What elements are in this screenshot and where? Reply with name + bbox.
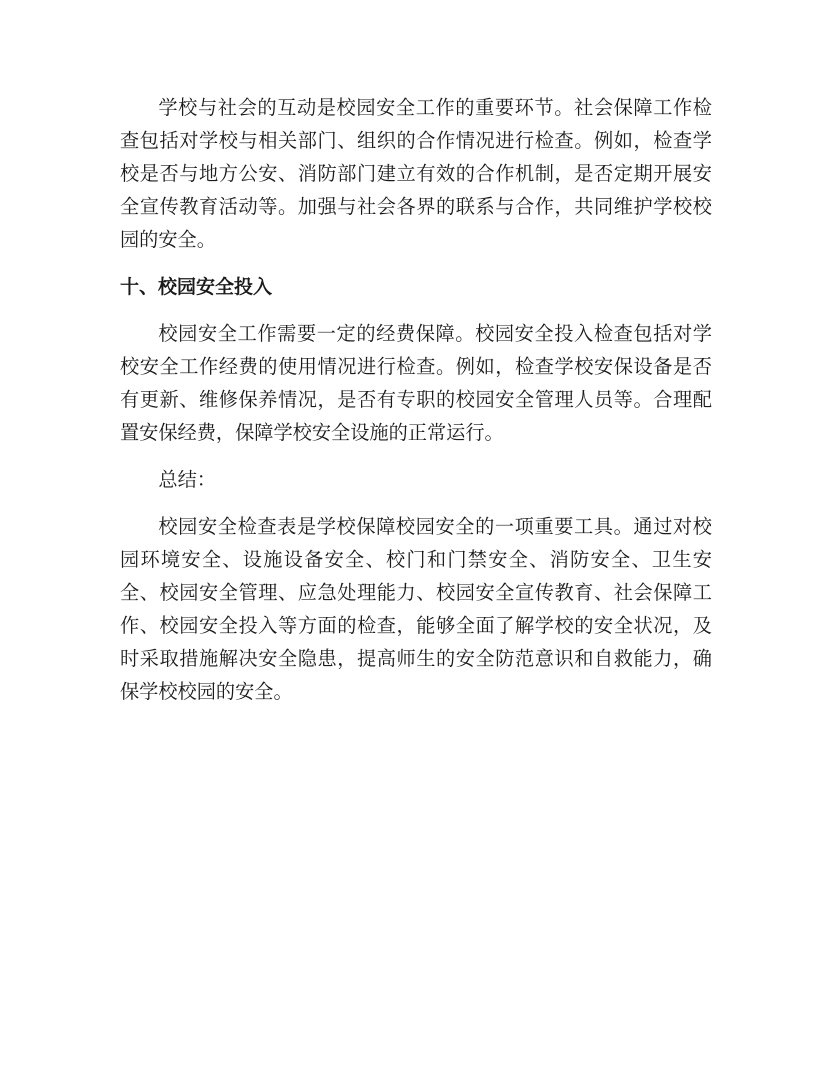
section-heading-campus-safety-investment: 十、校园安全投入: [120, 277, 273, 298]
document-page: [120, 92, 712, 709]
paragraph-safety-investment: 校园安全工作需要一定的经费保障。校园安全投入检查包括对学校安全工作经费的使用情况进行检查。例如，检查学校安保设备是否有更新、维修保养情况，是否有专职的校园安全管理人员等。合理配置安保经费，保障学校安全设施的正常运行。: [120, 324, 712, 444]
paragraph-social-security: 学校与社会的互动是校园安全工作的重要环节。社会保障工作检查包括对学校与相关部门、组织的合作情况进行检查。例如，检查学校是否与地方公安、消防部门建立有效的合作机制，是否定期开展安全宣传教育活动等。加强与社会各界的联系与合作，共同维护学校校园的安全。: [120, 98, 712, 251]
paragraph-summary: 校园安全检查表是学校保障校园安全的一项重要工具。通过对校园环境安全、设施设备安全、校门和门禁安全、消防安全、卫生安全、校园安全管理、应急处理能力、校园安全宣传教育、社会保障工作、校园安全投入等方面的检查，能够全面了解学校的安全状况，及时采取措施解决安全隐患，提高师生的安全防范意识和自救能力，确保学校校园的安全。: [120, 517, 712, 703]
summary-label: 总结：: [158, 470, 216, 491]
